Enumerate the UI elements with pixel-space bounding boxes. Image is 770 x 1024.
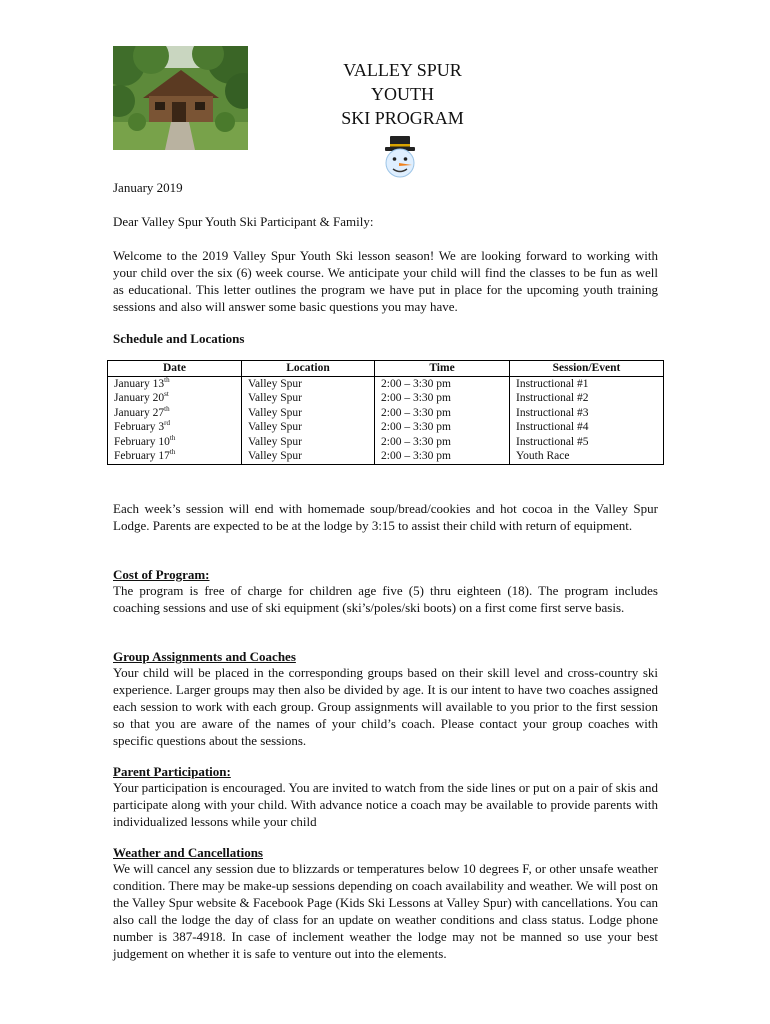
program-title: [300, 58, 505, 130]
time-cell: 2:00 – 3:30 pm: [375, 435, 510, 450]
cost-paragraph: The program is free of charge for children age five (5) thru eighteen (18). The program includes coaching sessions and use of ski equipment (ski’s/poles/ski boots) on a first come first serve basis.: [113, 583, 658, 615]
session-cell: Youth Race: [510, 449, 664, 464]
letter-date: January 2019: [113, 180, 183, 195]
date-cell: [108, 449, 242, 464]
table-row: [108, 420, 664, 435]
schedule-heading: Schedule and Locations: [113, 331, 245, 346]
session-cell: Instructional #4: [510, 420, 664, 435]
weather-heading: Weather and Cancellations: [113, 845, 263, 860]
time-cell: 2:00 – 3:30 pm: [375, 420, 510, 435]
date-suffix: th: [169, 448, 176, 457]
salutation: Dear Valley Spur Youth Ski Participant & Family:: [113, 214, 374, 229]
date-suffix: st: [164, 390, 169, 399]
table-row: [108, 435, 664, 450]
table-row: [108, 391, 664, 406]
time-cell: 2:00 – 3:30 pm: [375, 376, 510, 391]
date-cell: [108, 376, 242, 391]
parent-heading: Parent Participation:: [113, 764, 231, 779]
session-cell: Instructional #3: [510, 406, 664, 421]
lodge-paragraph: Each week’s session will end with homemade soup/bread/cookies and hot cocoa in the Valley Spur Lodge. Parents are expected to be at the lodge by 3:15 to assist their child with return of equipment.: [113, 501, 658, 533]
time-cell: 2:00 – 3:30 pm: [375, 391, 510, 406]
location-cell: Valley Spur: [242, 449, 375, 464]
table-row: [108, 449, 664, 464]
table-row: [108, 406, 664, 421]
location-cell: Valley Spur: [242, 420, 375, 435]
date-suffix: th: [164, 375, 170, 384]
session-cell: Instructional #1: [510, 376, 664, 391]
date-cell: [108, 435, 242, 450]
title-line-2: YOUTH: [371, 84, 434, 104]
date-cell: [108, 406, 242, 421]
column-header-date: Date: [108, 361, 242, 377]
title-line-1: VALLEY SPUR: [343, 60, 462, 80]
date-text: January 20: [114, 392, 165, 404]
location-cell: Valley Spur: [242, 435, 375, 450]
date-text: February 17: [114, 450, 170, 462]
column-header-session: Session/Event: [510, 361, 664, 377]
parent-paragraph: Your participation is encouraged. You are invited to watch from the side lines or put on a pair of skis and participate along with your child. With advance notice a coach may be available to provide parents with individualized lessons while your child: [113, 780, 658, 829]
date-text: January 27: [114, 406, 165, 419]
groups-paragraph: Your child will be placed in the corresponding groups based on their skill level and cross-country ski experience. Larger groups may then also be divided by age. It is our intent to have two coaches assigned each session to work with each group. Group assignments will available to you prior to the first session so that you are aware of the names of your child’s coach. Please contact your group coaches with specific questions about the sessions.: [113, 665, 658, 748]
weather-paragraph: We will cancel any session due to blizzards or temperatures below 10 degrees F, or other unsafe weather condition. There may be make-up sessions depending on coach availability and weather. We will post on the Valley Spur website & Facebook Page (Kids Ski Lessons at Valley Spur) with cancellations. You can also call the lodge the day of class for an update on weather conditions and class status. Lodge phone number is 387-4918. In case of inclement weather the lodge may not be manned so use your best judgement on whether it is safe to venture out into the elements.: [113, 861, 658, 961]
schedule-header-row: [108, 361, 664, 377]
title-line-3: SKI PROGRAM: [341, 108, 464, 128]
date-suffix: th: [164, 404, 170, 413]
snowman-icon: [378, 134, 422, 182]
schedule-table: [107, 360, 664, 465]
lodge-photo: [113, 46, 248, 150]
date-cell: [108, 391, 242, 406]
intro-paragraph: Welcome to the 2019 Valley Spur Youth Ski lesson season! We are looking forward to working with your child over the six (6) week course. We anticipate your child will find the classes to be fun as well as educational. This letter outlines the program we have put in place for the upcoming youth training sessions and also will answer some basic questions you may have.: [113, 248, 658, 314]
location-cell: Valley Spur: [242, 406, 375, 421]
date-cell: [108, 420, 242, 435]
groups-heading: Group Assignments and Coaches: [113, 649, 296, 664]
table-row: [108, 376, 664, 391]
time-cell: 2:00 – 3:30 pm: [375, 406, 510, 421]
column-header-time: Time: [375, 361, 510, 377]
date-text: January 13: [114, 377, 165, 390]
cost-heading: Cost of Program:: [113, 567, 210, 582]
session-cell: Instructional #5: [510, 435, 664, 450]
date-suffix: th: [169, 433, 176, 442]
date-suffix: rd: [164, 419, 170, 428]
date-text: February 3: [114, 421, 165, 433]
location-cell: Valley Spur: [242, 391, 375, 406]
date-text: February 10: [114, 435, 170, 448]
time-cell: 2:00 – 3:30 pm: [375, 449, 510, 464]
session-cell: Instructional #2: [510, 391, 664, 406]
column-header-location: Location: [242, 361, 375, 377]
location-cell: Valley Spur: [242, 376, 375, 391]
